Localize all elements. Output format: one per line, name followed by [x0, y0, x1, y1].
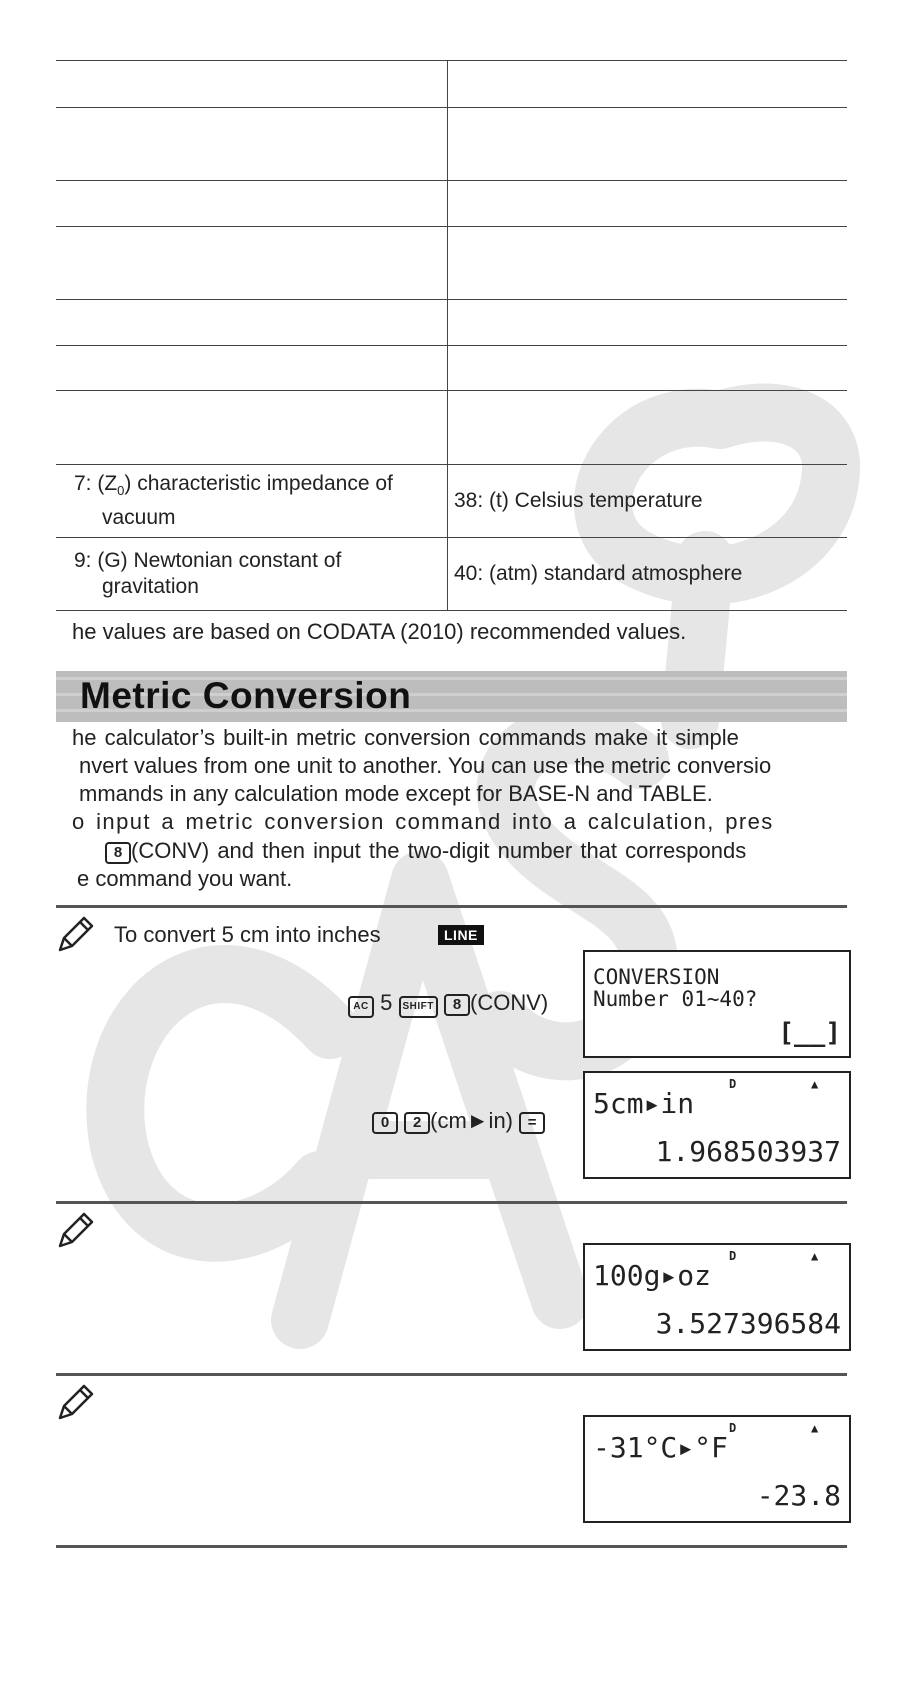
table-cell: [56, 181, 448, 227]
degree-mode-indicator: D: [729, 1077, 737, 1091]
up-arrow-icon: ▲: [811, 1077, 819, 1091]
table-cell: [56, 346, 448, 391]
instruction-line-2: [105, 838, 746, 864]
divider: [56, 1545, 847, 1548]
lcd-display-c-f: [583, 1415, 851, 1523]
degree-mode-indicator: D: [729, 1249, 737, 1263]
divider: [56, 905, 847, 908]
key-8: 8: [444, 994, 470, 1016]
table-cell: [448, 346, 848, 391]
lcd-expression: 100g▸oz: [593, 1259, 712, 1292]
table-row: [56, 61, 847, 108]
table-cell: [56, 61, 448, 108]
table-cell: [56, 538, 448, 611]
key-2: 2: [404, 1112, 430, 1134]
lcd-display-conversion: [583, 950, 851, 1058]
up-arrow-icon: ▲: [811, 1421, 819, 1435]
line-badge: LINE: [438, 925, 484, 945]
table-cell: 40: (atm) standard atmosphere: [448, 538, 848, 611]
key-ac: AC: [348, 996, 374, 1018]
table-row: [56, 465, 847, 538]
pencil-icon: [56, 1384, 94, 1422]
table-cell: [56, 391, 448, 465]
key-sequence-1: [348, 990, 548, 1018]
key-equals: =: [519, 1112, 545, 1134]
lcd-result: 3.527396584: [655, 1307, 841, 1340]
key-0: 0: [372, 1112, 398, 1134]
conv-label: (CONV): [470, 990, 549, 1015]
table-row: [56, 300, 847, 346]
lcd-result: 1.968503937: [655, 1135, 841, 1168]
key-sequence-2: [372, 1108, 545, 1134]
page-title: Metric Conversion: [80, 675, 412, 716]
lcd-display-g-oz: [583, 1243, 851, 1351]
pencil-icon: [56, 1212, 94, 1250]
up-arrow-icon: ▲: [811, 1249, 819, 1263]
table-cell: [56, 108, 448, 181]
codata-note: he values are based on CODATA (2010) recommended values.: [72, 619, 687, 644]
example-title: To convert 5 cm into inches: [114, 922, 381, 947]
table-cell: [448, 227, 848, 300]
instruction-line-3: e command you want.: [77, 866, 293, 891]
table-cell: [448, 300, 848, 346]
table-cell: [56, 227, 448, 300]
z0-prefix: 7: (Z: [74, 472, 118, 496]
table-row: [56, 108, 847, 181]
table-row: [56, 538, 847, 611]
lcd-expression: 5cm▸in: [593, 1087, 695, 1120]
degree-mode-indicator: D: [729, 1421, 737, 1435]
lcd-input-brackets: [__]: [778, 1018, 841, 1048]
key-shift: SHIFT: [399, 996, 438, 1018]
table-row: [56, 391, 847, 465]
table-row: [56, 181, 847, 227]
divider: [56, 1373, 847, 1376]
gravitation-entry: 9: (G) Newtonian constant of gravitation: [74, 549, 342, 598]
table-cell: [448, 391, 848, 465]
digit-5: 5: [380, 990, 393, 1015]
z0-suffix: ) characteristic impedance of vacuum: [102, 472, 393, 529]
key-8: 8: [105, 842, 131, 864]
divider: [56, 1201, 847, 1204]
cm-in-label: (cm►in): [430, 1108, 514, 1133]
table-cell: [56, 300, 448, 346]
lcd-line-2: Number 01~40?: [593, 987, 758, 1011]
z0-subscript: 0: [117, 483, 125, 499]
table-cell: 38: (t) Celsius temperature: [448, 465, 848, 538]
pencil-icon: [56, 916, 94, 954]
intro-line-1: he calculator’s built-in metric conversion commands make it simple: [72, 725, 739, 750]
table-row: [56, 227, 847, 300]
section-banner: [56, 671, 847, 722]
table-cell: [448, 61, 848, 108]
lcd-line-1: CONVERSION: [593, 965, 720, 989]
lcd-display-cm-in: [583, 1071, 851, 1179]
intro-line-2: nvert values from one unit to another. You can use the metric conversio: [79, 753, 772, 778]
lcd-expression: -31°C▸°F: [593, 1431, 728, 1464]
table-cell: [448, 108, 848, 181]
intro-line-3: mmands in any calculation mode except for BASE-N and TABLE.: [79, 781, 713, 806]
constants-table: [56, 60, 847, 611]
table-cell: [56, 465, 448, 538]
instruction-line-1: o input a metric conversion command into a calculation, pres: [72, 809, 774, 834]
lcd-result: -23.8: [756, 1479, 841, 1512]
table-row: [56, 346, 847, 391]
table-cell: [448, 181, 848, 227]
instruction-line-2-text: (CONV) and then input the two-digit number that corresponds: [131, 838, 747, 863]
